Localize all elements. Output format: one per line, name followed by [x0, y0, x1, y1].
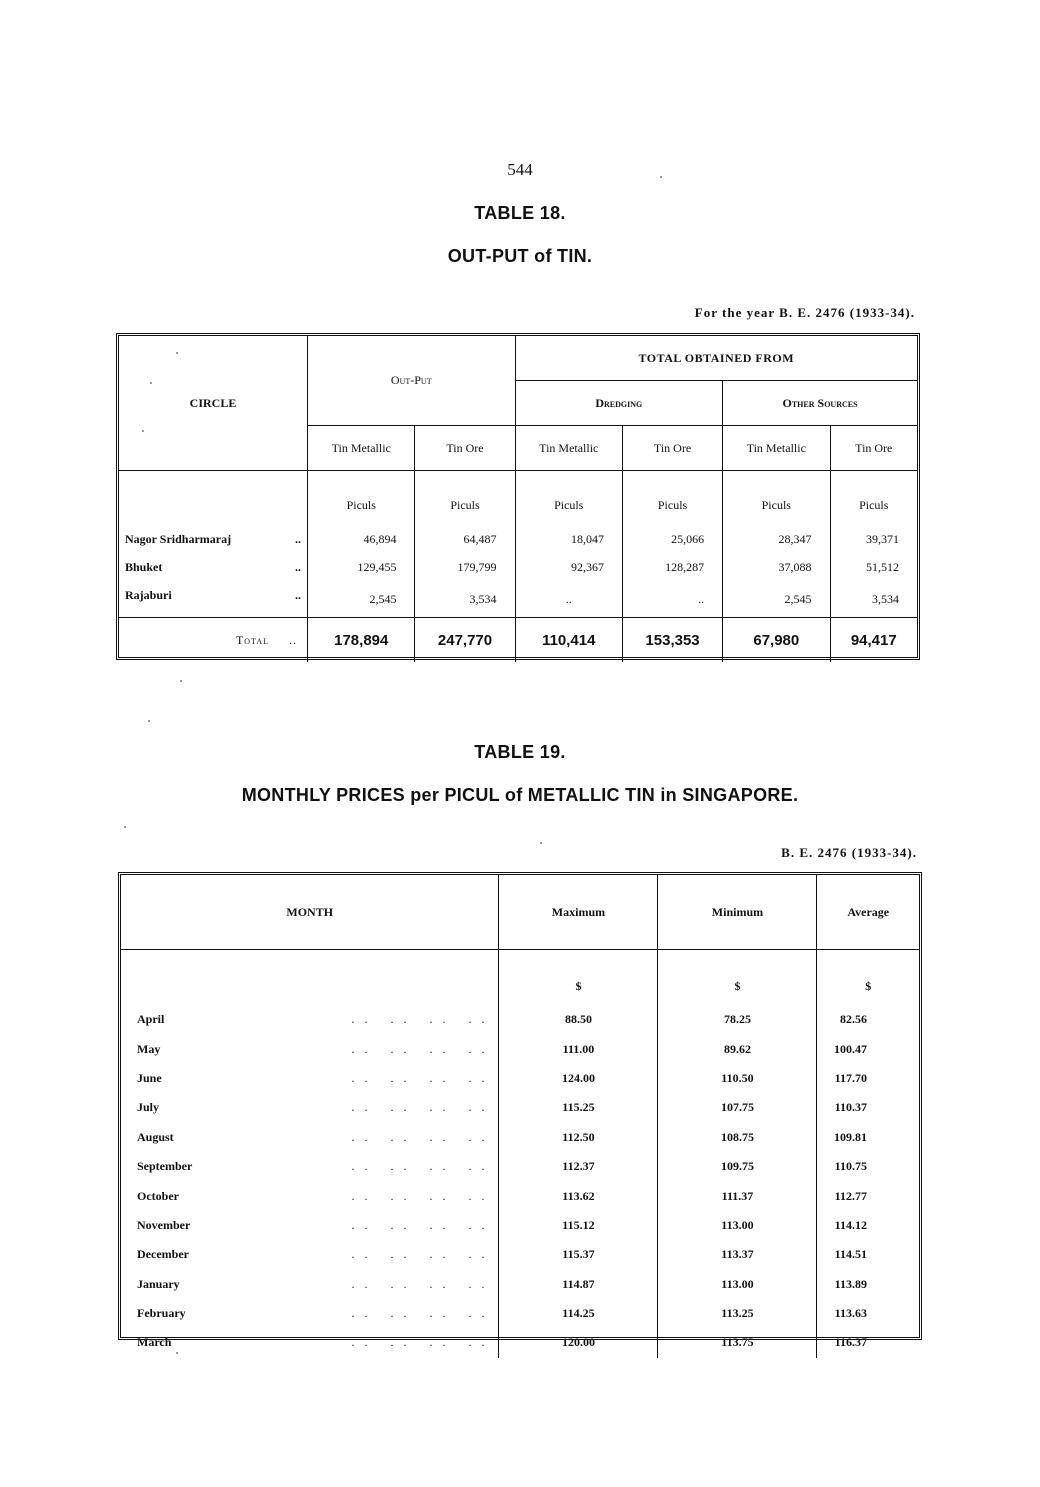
cell: 51,512	[866, 559, 899, 574]
max-cell: 113.62	[499, 1181, 658, 1210]
max-cell: 114.87	[499, 1270, 658, 1299]
header-other-sources: Other Sources	[723, 381, 917, 426]
unit-dollar: $	[658, 950, 817, 1006]
page-number: 544	[507, 160, 533, 179]
circle-name: Nagor Sridharmaraj ..	[119, 525, 308, 553]
cell: 37,088	[723, 553, 830, 581]
max-cell: 114.25	[499, 1299, 658, 1328]
min-cell: 113.00	[658, 1270, 817, 1299]
unit-label: Piculs	[415, 471, 515, 526]
total-cell: 247,770	[415, 618, 515, 663]
cell: 39,371	[866, 531, 899, 546]
min-cell: 113.37	[658, 1240, 817, 1269]
unit-label: Piculs	[723, 471, 830, 526]
cell: 64,487	[415, 525, 515, 553]
month-name: July	[137, 1100, 160, 1115]
table-row	[121, 1240, 919, 1269]
table19-title: TABLE 19.	[474, 742, 566, 762]
table-row	[119, 525, 917, 553]
month-name: October	[137, 1188, 179, 1203]
avg-cell: 116.37	[834, 1335, 867, 1350]
max-cell: 112.50	[499, 1123, 658, 1152]
total-label: Total ..	[119, 618, 308, 663]
leader-dots: .. .. .. ..	[245, 1005, 499, 1034]
max-cell: 88.50	[499, 1005, 658, 1034]
max-cell: 112.37	[499, 1152, 658, 1181]
unit-label: Piculs	[308, 471, 415, 526]
avg-cell: 117.70	[834, 1070, 867, 1085]
table-row	[121, 1005, 919, 1034]
min-cell: 109.75	[658, 1152, 817, 1181]
cell: 46,894	[308, 525, 415, 553]
table-row	[121, 1328, 919, 1357]
min-cell: 113.75	[658, 1328, 817, 1357]
cell: 128,287	[623, 553, 723, 581]
header-minimum: Minimum	[658, 875, 817, 950]
cell: 25,066	[623, 525, 723, 553]
cell: ..	[623, 581, 723, 618]
leader-dots: .. .. .. ..	[245, 1152, 499, 1181]
avg-cell: 110.37	[834, 1100, 867, 1115]
header-month: MONTH	[121, 875, 499, 950]
min-cell: 113.00	[658, 1211, 817, 1240]
month-name: November	[137, 1217, 191, 1232]
month-name: September	[137, 1159, 193, 1174]
min-cell: 78.25	[658, 1005, 817, 1034]
total-cell: 94,417	[830, 618, 917, 663]
table18-title: TABLE 18.	[474, 203, 566, 223]
table-row	[121, 1093, 919, 1122]
total-cell: 153,353	[623, 618, 723, 663]
cell: 2,545	[308, 581, 415, 618]
header-other-tin-ore: Tin Ore	[830, 426, 917, 471]
table-row	[121, 1211, 919, 1240]
avg-cell: 112.77	[834, 1188, 867, 1203]
total-cell: 110,414	[515, 618, 622, 663]
header-output-tin-metallic: Tin Metallic	[308, 426, 415, 471]
leader-dots: .. .. .. ..	[245, 1064, 499, 1093]
max-cell: 115.25	[499, 1093, 658, 1122]
min-cell: 111.37	[658, 1181, 817, 1210]
max-cell: 115.37	[499, 1240, 658, 1269]
avg-cell: 100.47	[834, 1041, 867, 1056]
header-dredging-tin-metallic: Tin Metallic	[515, 426, 622, 471]
min-cell: 89.62	[658, 1034, 817, 1063]
avg-cell: 82.56	[840, 1012, 867, 1027]
avg-cell: 110.75	[834, 1159, 867, 1174]
table19-subtitle: MONTHLY PRICES per PICUL of METALLIC TIN in SINGAPORE.	[241, 785, 799, 805]
header-dredging-tin-ore: Tin Ore	[623, 426, 723, 471]
max-cell: 115.12	[499, 1211, 658, 1240]
circle-name: Bhuket ..	[119, 553, 308, 581]
table-row	[119, 581, 917, 618]
month-name: March	[137, 1335, 172, 1350]
leader-dots: .. .. .. ..	[245, 1299, 499, 1328]
min-cell: 107.75	[658, 1093, 817, 1122]
table19-caption: B. E. 2476 (1933-34).	[781, 845, 917, 860]
avg-cell: 114.51	[834, 1247, 867, 1262]
max-cell: 124.00	[499, 1064, 658, 1093]
table-row	[121, 1034, 919, 1063]
cell: 129,455	[308, 553, 415, 581]
table18-subtitle: OUT-PUT of TIN.	[447, 246, 593, 266]
total-cell: 178,894	[308, 618, 415, 663]
avg-cell: 114.12	[834, 1217, 867, 1232]
leader-dots: .. .. .. ..	[245, 1123, 499, 1152]
header-output: Out-Put	[308, 336, 516, 426]
table-row	[119, 553, 917, 581]
min-cell: 110.50	[658, 1064, 817, 1093]
cell: 179,799	[415, 553, 515, 581]
max-cell: 120.00	[499, 1328, 658, 1357]
circle-name: Rajaburi ..	[119, 581, 308, 618]
total-row	[119, 618, 917, 663]
max-cell: 111.00	[499, 1034, 658, 1063]
header-average: Average	[817, 875, 919, 950]
leader-dots: .. .. .. ..	[245, 1211, 499, 1240]
month-name: February	[137, 1306, 186, 1321]
cell: 18,047	[515, 525, 622, 553]
month-name: August	[137, 1129, 174, 1144]
table-row	[121, 1270, 919, 1299]
table-row	[121, 1123, 919, 1152]
unit-label: Piculs	[623, 471, 723, 526]
month-name: June	[137, 1070, 162, 1085]
table-row	[121, 1299, 919, 1328]
header-dredging: Dredging	[515, 381, 723, 426]
unit-dollar: $	[499, 950, 658, 1006]
leader-dots: .. .. .. ..	[245, 1270, 499, 1299]
total-cell: 67,980	[723, 618, 830, 663]
unit-label: Piculs	[515, 471, 622, 526]
cell: 2,545	[723, 581, 830, 618]
month-name: January	[137, 1276, 180, 1291]
cell: ..	[515, 581, 622, 618]
table18-caption: For the year B. E. 2476 (1933-34).	[694, 305, 915, 320]
avg-cell: 113.63	[834, 1306, 867, 1321]
header-circle: CIRCLE	[119, 336, 308, 471]
cell: 3,534	[415, 581, 515, 618]
leader-dots: .. .. .. ..	[245, 1181, 499, 1210]
min-cell: 108.75	[658, 1123, 817, 1152]
unit-label: Piculs	[859, 497, 889, 512]
min-cell: 113.25	[658, 1299, 817, 1328]
leader-dots: .. .. .. ..	[245, 1034, 499, 1063]
avg-cell: 109.81	[834, 1129, 867, 1144]
leader-dots: .. .. .. ..	[245, 1328, 499, 1357]
cell: 92,367	[515, 553, 622, 581]
leader-dots: .. .. .. ..	[245, 1240, 499, 1269]
table-row	[121, 1181, 919, 1210]
table-row	[121, 1064, 919, 1093]
cell: 28,347	[723, 525, 830, 553]
header-other-tin-metallic: Tin Metallic	[723, 426, 830, 471]
table18-output-of-tin	[119, 336, 917, 662]
month-name: April	[137, 1012, 165, 1027]
month-name: December	[137, 1247, 189, 1262]
table-row	[121, 1152, 919, 1181]
avg-cell: 113.89	[834, 1276, 867, 1291]
month-name: May	[137, 1041, 161, 1056]
table19-monthly-prices	[121, 875, 919, 1358]
header-output-tin-ore: Tin Ore	[415, 426, 515, 471]
header-maximum: Maximum	[499, 875, 658, 950]
cell: 3,534	[872, 591, 899, 606]
leader-dots: .. .. .. ..	[245, 1093, 499, 1122]
header-total-obtained: TOTAL OBTAINED FROM	[515, 336, 917, 381]
unit-dollar: $	[865, 978, 872, 993]
